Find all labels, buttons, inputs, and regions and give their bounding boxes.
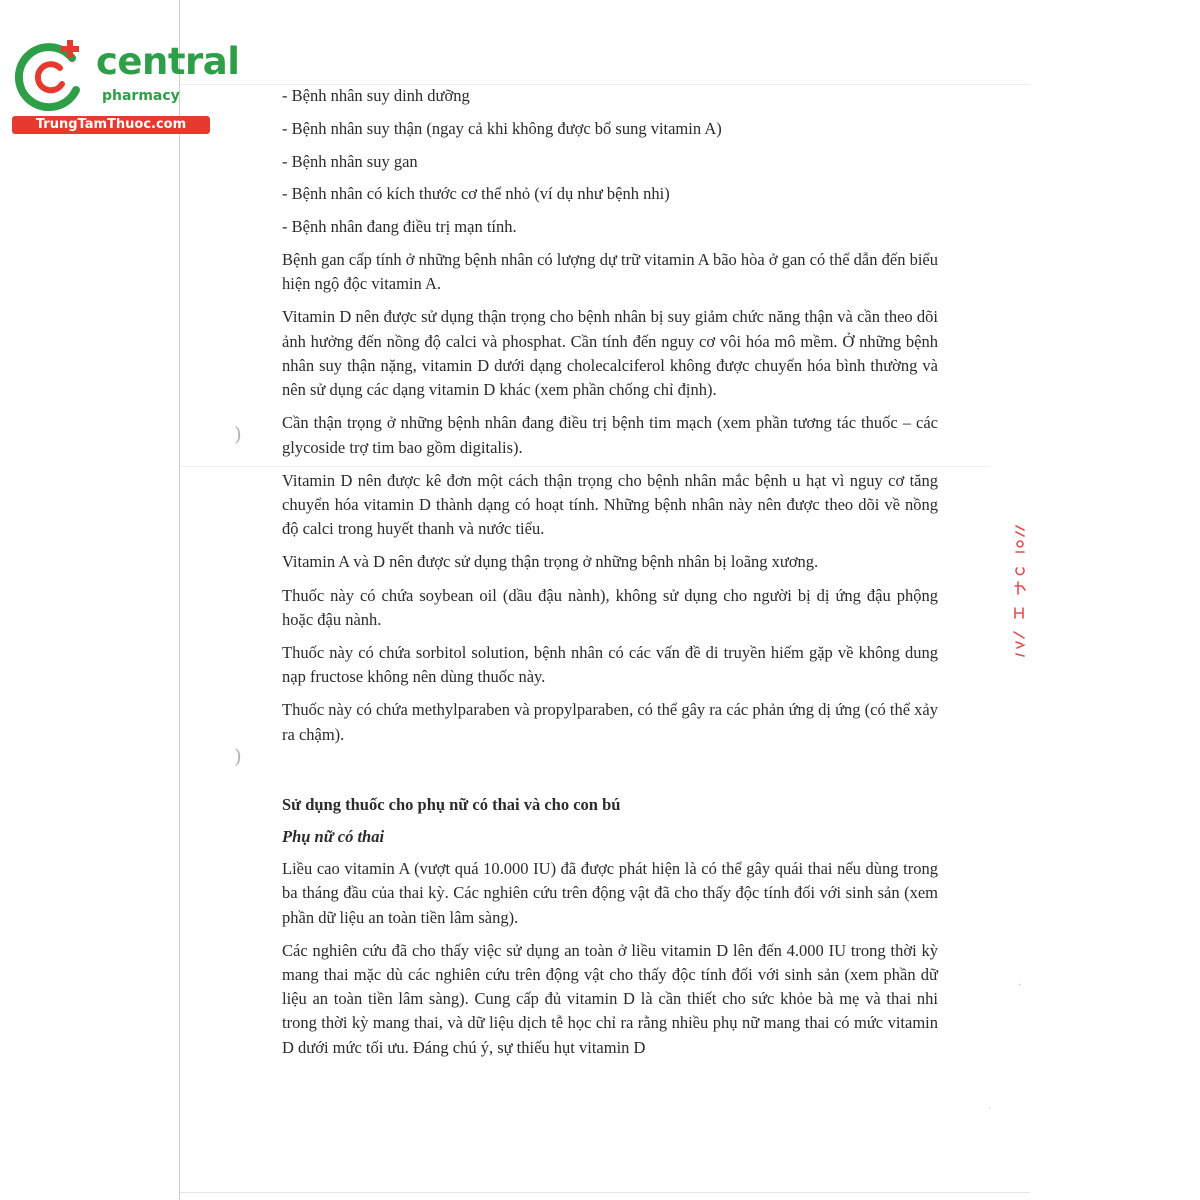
list-item: - Bệnh nhân có kích thước cơ thể nhỏ (ví dụ như bệnh nhi) (282, 184, 670, 204)
paragraph: Bệnh gan cấp tính ở những bệnh nhân có lượng dự trữ vitamin A bão hòa ở gan có thể dẫn đến biểu hiện ngộ độc vitamin A. (282, 249, 938, 294)
paragraph: Vitamin A và D nên được sử dụng thận trọng ở những bệnh nhân bị loãng xương. (282, 552, 819, 572)
document-body (282, 84, 938, 1069)
central-pharmacy-logo (10, 38, 240, 138)
brand-name: central (96, 40, 240, 83)
stamp-marks-icon (1002, 520, 1042, 670)
paragraph: Thuốc này có chứa soybean oil (dầu đậu nành), không sử dụng cho người bị dị ứng đậu phộng hoặc đậu nành. (282, 585, 938, 629)
paragraph: Liều cao vitamin A (vượt quá 10.000 IU) đã được phát hiện là có thể gây quái thai nếu dùng trong ba tháng đầu của thai kỳ. Các nghiên cứu trên động vật đã cho thấy độc tính đối với sinh sản (xem phần dữ liệu an toàn tiền lâm sàng). (282, 858, 938, 927)
list-item: - Bệnh nhân suy dinh dưỡng (282, 86, 470, 105)
scan-speck: · (988, 1104, 992, 1115)
site-badge: TrungTamThuoc.com (12, 116, 210, 134)
paragraph: Thuốc này có chứa methylparaben và propylparaben, có thể gây ra các phản ứng dị ứng (có thể xảy ra chậm). (282, 700, 938, 744)
paragraph: Vitamin D nên được sử dụng thận trọng cho bệnh nhân bị suy giảm chức năng thận và cần theo dõi ảnh hưởng đến nồng độ calci và phosphat. Cần tính đến nguy cơ vôi hóa mô mềm. Ở những bệnh nhân suy thận nặng, vitamin D dưới dạng cholecalciferol không được chuyển hóa bình thường và nên sử dụng các dạng vitamin D khác (xem phần chống chỉ định). (282, 307, 938, 400)
paragraph: Các nghiên cứu đã cho thấy việc sử dụng an toàn ở liều vitamin D lên đến 4.000 IU trong thời kỳ mang thai mặc dù các nghiên cứu trên động vật cho thấy độc tính đối với sinh sản (xem phần dữ liệu an toàn tiền lâm sàng). Cung cấp đủ vitamin D là cần thiết cho sức khỏe bà mẹ và thai nhi trong thời kỳ mang thai, và dữ liệu dịch tễ học chỉ ra rằng nhiều phụ nữ mang thai có mức vitamin D dưới mức tối ưu. Đáng chú ý, sự thiếu hụt vitamin D (282, 940, 938, 1057)
binder-hole-mark: ) (234, 744, 242, 768)
binder-hole-mark: ) (234, 422, 242, 446)
paragraph: Thuốc này có chứa sorbitol solution, bệnh nhân có các vấn đề di truyền hiếm gặp về không dung nạp fructose không nên dùng thuốc này. (282, 642, 938, 687)
paragraph: Vitamin D nên được kê đơn một cách thận trọng cho bệnh nhân mắc bệnh u hạt vì nguy cơ tăng chuyển hóa vitamin D thành dạng có hoạt tính. Những bệnh nhân này nên được theo dõi về nồng độ calci trong huyết thanh và nước tiểu. (282, 470, 938, 539)
pharmacy-cross-icon (10, 38, 90, 114)
scan-edge-bottom (180, 1192, 1030, 1193)
brand-subtitle: pharmacy (102, 88, 180, 104)
red-stamp (1002, 520, 1042, 670)
list-item: - Bệnh nhân suy thận (ngay cả khi không được bổ sung vitamin A) (282, 118, 722, 138)
section-heading: Sử dụng thuốc cho phụ nữ có thai và cho con bú (282, 794, 621, 814)
paragraph: Cần thận trọng ở những bệnh nhân đang điều trị bệnh tim mạch (xem phần tương tác thuốc – các glycoside trợ tim bao gồm digitalis). (282, 413, 938, 457)
scan-speck: · (1018, 980, 1022, 991)
list-item: - Bệnh nhân suy gan (282, 151, 418, 171)
list-item: - Bệnh nhân đang điều trị mạn tính. (282, 217, 517, 237)
scan-edge-left (179, 0, 180, 1200)
subsection-heading: Phụ nữ có thai (282, 826, 385, 846)
